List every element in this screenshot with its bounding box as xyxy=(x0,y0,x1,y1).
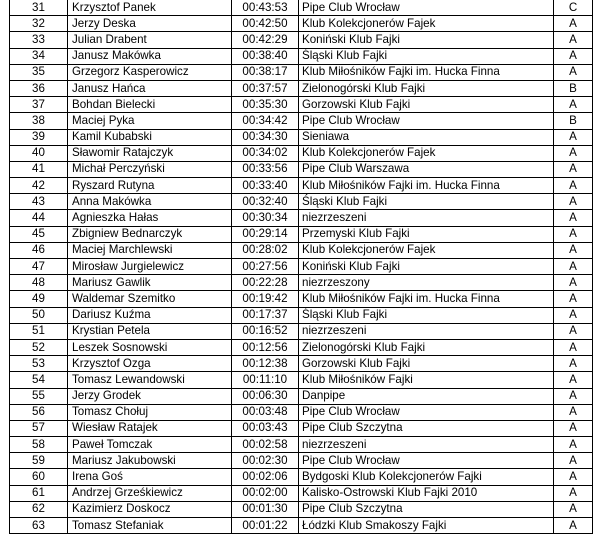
results-sheet xyxy=(9,0,592,534)
time-cell: 00:34:42 xyxy=(232,113,299,129)
club-cell: Bydgoski Klub Kolekcjonerów Fajki xyxy=(299,469,554,485)
table-row xyxy=(10,420,593,436)
table-row xyxy=(10,275,593,291)
place-cell: 59 xyxy=(10,453,68,469)
table-row xyxy=(10,404,593,420)
table-row xyxy=(10,210,593,226)
place-cell: 38 xyxy=(10,113,68,129)
club-cell: Klub Kolekcjonerów Fajek xyxy=(299,145,554,161)
table-row xyxy=(10,145,593,161)
competitor-name-cell: Andrzej Grześkiewicz xyxy=(68,485,232,501)
time-cell: 00:02:06 xyxy=(232,469,299,485)
place-cell: 36 xyxy=(10,80,68,96)
club-cell: Zielonogórski Klub Fajki xyxy=(299,339,554,355)
club-cell: Gorzowski Klub Fajki xyxy=(299,356,554,372)
category-cell: A xyxy=(554,275,593,291)
table-row xyxy=(10,259,593,275)
time-cell: 00:01:30 xyxy=(232,501,299,517)
time-cell: 00:06:30 xyxy=(232,388,299,404)
place-cell: 41 xyxy=(10,161,68,177)
club-cell: Koniński Klub Fajki xyxy=(299,32,554,48)
time-cell: 00:19:42 xyxy=(232,291,299,307)
place-cell: 45 xyxy=(10,226,68,242)
category-cell: A xyxy=(554,307,593,323)
table-row xyxy=(10,356,593,372)
time-cell: 00:38:40 xyxy=(232,48,299,64)
table-row xyxy=(10,307,593,323)
competitor-name-cell: Janusz Makówka xyxy=(68,48,232,64)
time-cell: 00:27:56 xyxy=(232,259,299,275)
competitor-name-cell: Jerzy Deska xyxy=(68,16,232,32)
time-cell: 00:29:14 xyxy=(232,226,299,242)
club-cell: Zielonogórski Klub Fajki xyxy=(299,80,554,96)
time-cell: 00:33:40 xyxy=(232,178,299,194)
table-row xyxy=(10,242,593,258)
place-cell: 50 xyxy=(10,307,68,323)
category-cell: A xyxy=(554,388,593,404)
competitor-name-cell: Mariusz Gawlik xyxy=(68,275,232,291)
time-cell: 00:34:02 xyxy=(232,145,299,161)
competitor-name-cell: Maciej Marchlewski xyxy=(68,242,232,258)
category-cell: A xyxy=(554,469,593,485)
club-cell: Klub Kolekcjonerów Fajek xyxy=(299,16,554,32)
place-cell: 37 xyxy=(10,97,68,113)
competitor-name-cell: Michał Perczyński xyxy=(68,161,232,177)
place-cell: 56 xyxy=(10,404,68,420)
place-cell: 44 xyxy=(10,210,68,226)
place-cell: 57 xyxy=(10,420,68,436)
club-cell: Pipe Club Wrocław xyxy=(299,453,554,469)
competitor-name-cell: Tomasz Lewandowski xyxy=(68,372,232,388)
category-cell: A xyxy=(554,437,593,453)
competitor-name-cell: Waldemar Szemitko xyxy=(68,291,232,307)
place-cell: 60 xyxy=(10,469,68,485)
table-row xyxy=(10,0,593,16)
competitor-name-cell: Krzysztof Ozga xyxy=(68,356,232,372)
club-cell: Łódzki Klub Smakoszy Fajki xyxy=(299,518,554,534)
club-cell: Klub Kolekcjonerów Fajek xyxy=(299,242,554,258)
competitor-name-cell: Krystian Petela xyxy=(68,323,232,339)
category-cell: A xyxy=(554,242,593,258)
time-cell: 00:33:56 xyxy=(232,161,299,177)
time-cell: 00:01:22 xyxy=(232,518,299,534)
competitor-name-cell: Kamil Kubabski xyxy=(68,129,232,145)
table-row xyxy=(10,323,593,339)
time-cell: 00:02:00 xyxy=(232,485,299,501)
club-cell: Pipe Club Wrocław xyxy=(299,113,554,129)
category-cell: A xyxy=(554,356,593,372)
competitor-name-cell: Zbigniew Bednarczyk xyxy=(68,226,232,242)
time-cell: 00:37:57 xyxy=(232,80,299,96)
category-cell: A xyxy=(554,453,593,469)
table-row xyxy=(10,178,593,194)
place-cell: 34 xyxy=(10,48,68,64)
place-cell: 55 xyxy=(10,388,68,404)
category-cell: B xyxy=(554,113,593,129)
club-cell: Pipe Club Wrocław xyxy=(299,404,554,420)
place-cell: 48 xyxy=(10,275,68,291)
place-cell: 43 xyxy=(10,194,68,210)
table-row xyxy=(10,453,593,469)
time-cell: 00:43:53 xyxy=(232,0,299,16)
club-cell: Klub Miłośników Fajki xyxy=(299,372,554,388)
category-cell: A xyxy=(554,226,593,242)
competitor-name-cell: Janusz Hańca xyxy=(68,80,232,96)
time-cell: 00:16:52 xyxy=(232,323,299,339)
place-cell: 51 xyxy=(10,323,68,339)
competitor-name-cell: Ryszard Rutyna xyxy=(68,178,232,194)
club-cell: Koniński Klub Fajki xyxy=(299,259,554,275)
time-cell: 00:02:30 xyxy=(232,453,299,469)
club-cell: Śląski Klub Fajki xyxy=(299,48,554,64)
competitor-name-cell: Kazimierz Doskocz xyxy=(68,501,232,517)
time-cell: 00:11:10 xyxy=(232,372,299,388)
results-body xyxy=(10,0,593,534)
place-cell: 42 xyxy=(10,178,68,194)
competitor-name-cell: Dariusz Kuźma xyxy=(68,307,232,323)
place-cell: 54 xyxy=(10,372,68,388)
table-row xyxy=(10,437,593,453)
club-cell: Pipe Club Warszawa xyxy=(299,161,554,177)
time-cell: 00:12:38 xyxy=(232,356,299,372)
table-row xyxy=(10,80,593,96)
category-cell: A xyxy=(554,372,593,388)
category-cell: A xyxy=(554,16,593,32)
place-cell: 62 xyxy=(10,501,68,517)
place-cell: 52 xyxy=(10,339,68,355)
time-cell: 00:02:58 xyxy=(232,437,299,453)
table-row xyxy=(10,226,593,242)
table-row xyxy=(10,16,593,32)
category-cell: A xyxy=(554,518,593,534)
place-cell: 58 xyxy=(10,437,68,453)
category-cell: A xyxy=(554,64,593,80)
category-cell: A xyxy=(554,194,593,210)
club-cell: Pipe Club Szczytna xyxy=(299,501,554,517)
time-cell: 00:42:29 xyxy=(232,32,299,48)
time-cell: 00:22:28 xyxy=(232,275,299,291)
category-cell: A xyxy=(554,210,593,226)
time-cell: 00:34:30 xyxy=(232,129,299,145)
time-cell: 00:03:48 xyxy=(232,404,299,420)
time-cell: 00:28:02 xyxy=(232,242,299,258)
club-cell: Gorzowski Klub Fajki xyxy=(299,97,554,113)
club-cell: niezrzeszony xyxy=(299,275,554,291)
club-cell: niezrzeszeni xyxy=(299,323,554,339)
club-cell: Śląski Klub Fajki xyxy=(299,194,554,210)
table-row xyxy=(10,372,593,388)
category-cell: A xyxy=(554,97,593,113)
time-cell: 00:38:17 xyxy=(232,64,299,80)
category-cell: A xyxy=(554,32,593,48)
club-cell: Klub Miłośników Fajki im. Hucka Finna xyxy=(299,291,554,307)
table-row xyxy=(10,291,593,307)
competitor-name-cell: Julian Drabent xyxy=(68,32,232,48)
competitor-name-cell: Mirosław Jurgielewicz xyxy=(68,259,232,275)
table-row xyxy=(10,485,593,501)
category-cell: C xyxy=(554,0,593,16)
table-row xyxy=(10,194,593,210)
time-cell: 00:42:50 xyxy=(232,16,299,32)
competitor-name-cell: Krzysztof Panek xyxy=(68,0,232,16)
competitor-name-cell: Tomasz Stefaniak xyxy=(68,518,232,534)
place-cell: 63 xyxy=(10,518,68,534)
time-cell: 00:35:30 xyxy=(232,97,299,113)
time-cell: 00:30:34 xyxy=(232,210,299,226)
table-row xyxy=(10,32,593,48)
category-cell: A xyxy=(554,48,593,64)
time-cell: 00:17:37 xyxy=(232,307,299,323)
results-table xyxy=(9,0,593,534)
club-cell: Danpipe xyxy=(299,388,554,404)
category-cell: A xyxy=(554,145,593,161)
club-cell: Kalisko-Ostrowski Klub Fajki 2010 xyxy=(299,485,554,501)
place-cell: 35 xyxy=(10,64,68,80)
place-cell: 31 xyxy=(10,0,68,16)
competitor-name-cell: Grzegorz Kasperowicz xyxy=(68,64,232,80)
place-cell: 40 xyxy=(10,145,68,161)
category-cell: B xyxy=(554,80,593,96)
competitor-name-cell: Tomasz Chołuj xyxy=(68,404,232,420)
table-row xyxy=(10,48,593,64)
category-cell: A xyxy=(554,161,593,177)
club-cell: Klub Miłośników Fajki im. Hucka Finna xyxy=(299,178,554,194)
competitor-name-cell: Bohdan Bielecki xyxy=(68,97,232,113)
place-cell: 32 xyxy=(10,16,68,32)
time-cell: 00:12:56 xyxy=(232,339,299,355)
competitor-name-cell: Wiesław Ratajek xyxy=(68,420,232,436)
club-cell: Pipe Club Szczytna xyxy=(299,420,554,436)
place-cell: 46 xyxy=(10,242,68,258)
category-cell: A xyxy=(554,323,593,339)
club-cell: Sieniawa xyxy=(299,129,554,145)
competitor-name-cell: Leszek Sosnowski xyxy=(68,339,232,355)
club-cell: niezrzeszeni xyxy=(299,437,554,453)
category-cell: A xyxy=(554,129,593,145)
time-cell: 00:32:40 xyxy=(232,194,299,210)
club-cell: Pipe Club Wrocław xyxy=(299,0,554,16)
club-cell: Śląski Klub Fajki xyxy=(299,307,554,323)
category-cell: A xyxy=(554,178,593,194)
competitor-name-cell: Agnieszka Hałas xyxy=(68,210,232,226)
competitor-name-cell: Jerzy Grodek xyxy=(68,388,232,404)
place-cell: 47 xyxy=(10,259,68,275)
competitor-name-cell: Irena Goś xyxy=(68,469,232,485)
category-cell: A xyxy=(554,501,593,517)
table-row xyxy=(10,388,593,404)
table-row xyxy=(10,469,593,485)
club-cell: niezrzeszeni xyxy=(299,210,554,226)
time-cell: 00:03:43 xyxy=(232,420,299,436)
competitor-name-cell: Sławomir Ratajczyk xyxy=(68,145,232,161)
table-row xyxy=(10,339,593,355)
table-row xyxy=(10,518,593,534)
table-row xyxy=(10,64,593,80)
category-cell: A xyxy=(554,259,593,275)
table-row xyxy=(10,97,593,113)
competitor-name-cell: Paweł Tomczak xyxy=(68,437,232,453)
category-cell: A xyxy=(554,291,593,307)
category-cell: A xyxy=(554,485,593,501)
place-cell: 33 xyxy=(10,32,68,48)
table-row xyxy=(10,129,593,145)
place-cell: 49 xyxy=(10,291,68,307)
table-row xyxy=(10,501,593,517)
place-cell: 39 xyxy=(10,129,68,145)
place-cell: 53 xyxy=(10,356,68,372)
competitor-name-cell: Maciej Pyka xyxy=(68,113,232,129)
category-cell: A xyxy=(554,404,593,420)
club-cell: Przemyski Klub Fajki xyxy=(299,226,554,242)
category-cell: A xyxy=(554,339,593,355)
table-row xyxy=(10,113,593,129)
category-cell: A xyxy=(554,420,593,436)
table-row xyxy=(10,161,593,177)
competitor-name-cell: Mariusz Jakubowski xyxy=(68,453,232,469)
club-cell: Klub Miłośników Fajki im. Hucka Finna xyxy=(299,64,554,80)
place-cell: 61 xyxy=(10,485,68,501)
competitor-name-cell: Anna Makówka xyxy=(68,194,232,210)
